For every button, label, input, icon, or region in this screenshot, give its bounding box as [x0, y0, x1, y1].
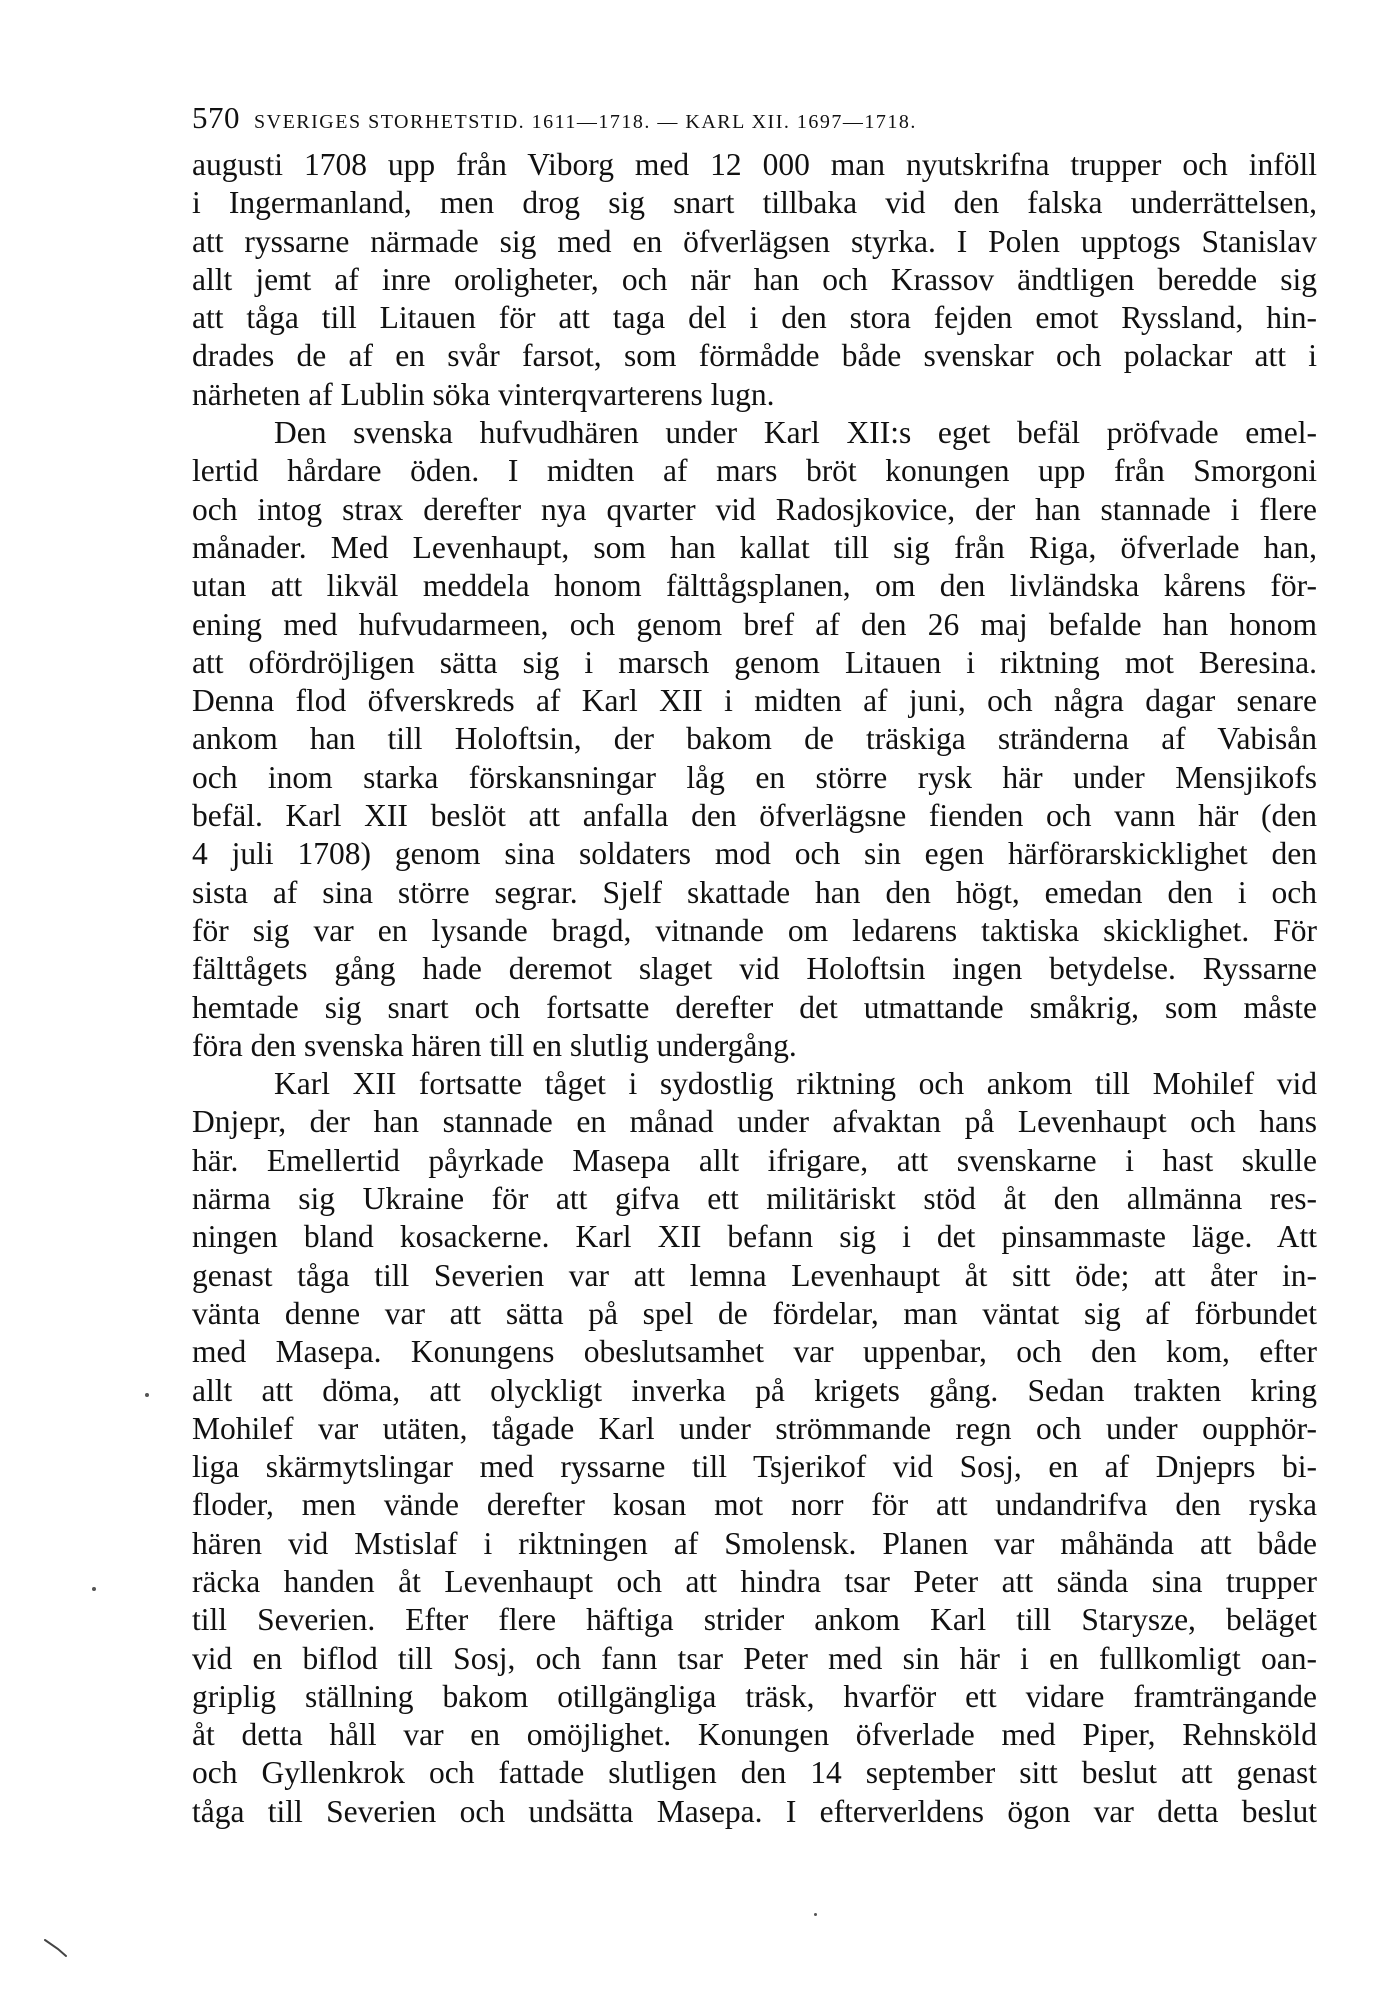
running-head — [192, 100, 1237, 136]
text-line: och intog strax derefter nya qvarter vid Radosjkovice, der han stannade i flere — [192, 491, 1317, 527]
text-line: befäl. Karl XII beslöt att anfalla den öfverlägsne fienden och vann här (den — [192, 798, 1317, 834]
text-line: genast tåga till Severien var att lemna Levenhaupt åt sitt öde; att åter in- — [192, 1257, 1317, 1293]
text-line: med Masepa. Konungens obeslutsamhet var uppenbar, och den kom, efter — [192, 1334, 1317, 1370]
text-line: månader. Med Levenhaupt, som han kallat till sig från Riga, öfverlade han, — [192, 529, 1317, 565]
text-line: Denna flod öfverskreds af Karl XII i midten af juni, och några dagar senare — [192, 683, 1317, 719]
text-line: augusti 1708 upp från Viborg med 12 000 man nyutskrifna trupper och inföll — [192, 147, 1317, 182]
text-line: räcka handen åt Levenhaupt och att hindra tsar Peter att sända sina trupper — [192, 1563, 1317, 1599]
page-number: 570 — [192, 100, 240, 135]
text-line: att tåga till Litauen för att taga del i den stora fejden emot Ryssland, hin- — [192, 300, 1317, 336]
text-line: ening med hufvudarmeen, och genom bref af den 26 maj befalde han honom — [192, 606, 1317, 642]
text-line: vänta denne var att sätta på spel de fördelar, man väntat sig af förbundet — [192, 1295, 1317, 1331]
text-line: vid en biflod till Sosj, och fann tsar Peter med sin här i en fullkomligt oan- — [192, 1640, 1317, 1676]
text-line: föra den svenska hären till en slutlig undergång. — [192, 1027, 797, 1063]
text-line: här. Emellertid påyrkade Masepa allt ifrigare, att svenskarne i hast skulle — [192, 1142, 1317, 1178]
text-line: ningen bland kosackerne. Karl XII befann sig i det pinsammaste läge. Att — [192, 1219, 1317, 1255]
stray-dot-mark — [145, 1393, 149, 1397]
running-title: SVERIGES STORHETSTID. 1611—1718. — KARL XII. 1697—1718. — [254, 111, 917, 133]
text-line: hären vid Mstislaf i riktningen af Smolensk. Planen var måhända att både — [192, 1525, 1317, 1561]
text-line: att ofördröjligen sätta sig i marsch genom Litauen i riktning mot Beresina. — [192, 644, 1317, 680]
text-line: hemtade sig snart och fortsatte derefter det utmattande småkrig, som måste — [192, 989, 1317, 1025]
text-line: allt jemt af inre oroligheter, och när han och Krassov ändtligen beredde sig — [192, 261, 1317, 297]
text-line: i Ingermanland, men drog sig snart tillbaka vid den falska underrättelsen, — [192, 185, 1317, 221]
text-line: sista af sina större segrar. Sjelf skattade han den högt, emedan den i och — [192, 874, 1317, 910]
text-line: griplig ställning bakom otillgängliga träsk, hvarför ett vidare framträngande — [192, 1678, 1317, 1714]
text-line: att ryssarne närmade sig med en öfverlägsen styrka. I Polen upptogs Stanislav — [192, 223, 1317, 259]
text-line: Dnjepr, der han stannade en månad under afvaktan på Levenhaupt och hans — [192, 1104, 1317, 1140]
text-line: ankom han till Holoftsin, der bakom de träskiga stränderna af Vabisån — [192, 721, 1317, 757]
text-line: närheten af Lublin söka vinterqvarterens lugn. — [192, 376, 775, 412]
text-line: åt detta håll var en omöjlighet. Konungen öfverlade med Piper, Rehnsköld — [192, 1717, 1317, 1753]
text-line: fälttågets gång hade deremot slaget vid Holoftsin ingen betydelse. Ryssarne — [192, 951, 1317, 987]
text-line: Karl XII fortsatte tåget i sydostlig riktning och ankom till Mohilef vid — [274, 1066, 1317, 1102]
text-line: till Severien. Efter flere häftiga strider ankom Karl till Starysze, beläget — [192, 1602, 1317, 1638]
text-line: lertid hårdare öden. I midten af mars bröt konungen upp från Smorgoni — [192, 453, 1317, 489]
text-line: 4 juli 1708) genom sina soldaters mod och sin egen härförarskicklighet den — [192, 836, 1317, 872]
text-line: för sig var en lysande bragd, vitnande om ledarens taktiska skicklighet. För — [192, 912, 1317, 948]
text-line: drades de af en svår farsot, som förmådde både svenskar och polackar att i — [192, 338, 1317, 374]
stray-stroke-mark — [44, 1938, 70, 1958]
text-line: och inom starka förskansningar låg en större rysk här under Mensjikofs — [192, 759, 1317, 795]
text-line: Den svenska hufvudhären under Karl XII:s eget befäl pröfvade emel- — [274, 415, 1317, 451]
text-line: närma sig Ukraine för att gifva ett militäriskt stöd åt den allmänna res- — [192, 1181, 1317, 1217]
stray-dot-mark — [92, 1587, 96, 1591]
stray-dot-mark — [814, 1913, 817, 1916]
text-line: Mohilef var utäten, tågade Karl under strömmande regn och under oupphör- — [192, 1410, 1317, 1446]
text-line: allt att döma, att olyckligt inverka på krigets gång. Sedan trakten kring — [192, 1372, 1317, 1408]
text-line: utan att likväl meddela honom fälttågsplanen, om den livländska kårens för- — [192, 568, 1317, 604]
text-line: tåga till Severien och undsätta Masepa. I efterverldens ögon var detta beslut — [192, 1793, 1317, 1829]
body-text — [192, 146, 1317, 1831]
text-line: och Gyllenkrok och fattade slutligen den 14 september sitt beslut att genast — [192, 1755, 1317, 1791]
text-line: liga skärmytslingar med ryssarne till Tsjerikof vid Sosj, en af Dnjeprs bi- — [192, 1449, 1317, 1485]
text-line: floder, men vände derefter kosan mot norr för att undandrifva den ryska — [192, 1487, 1317, 1523]
